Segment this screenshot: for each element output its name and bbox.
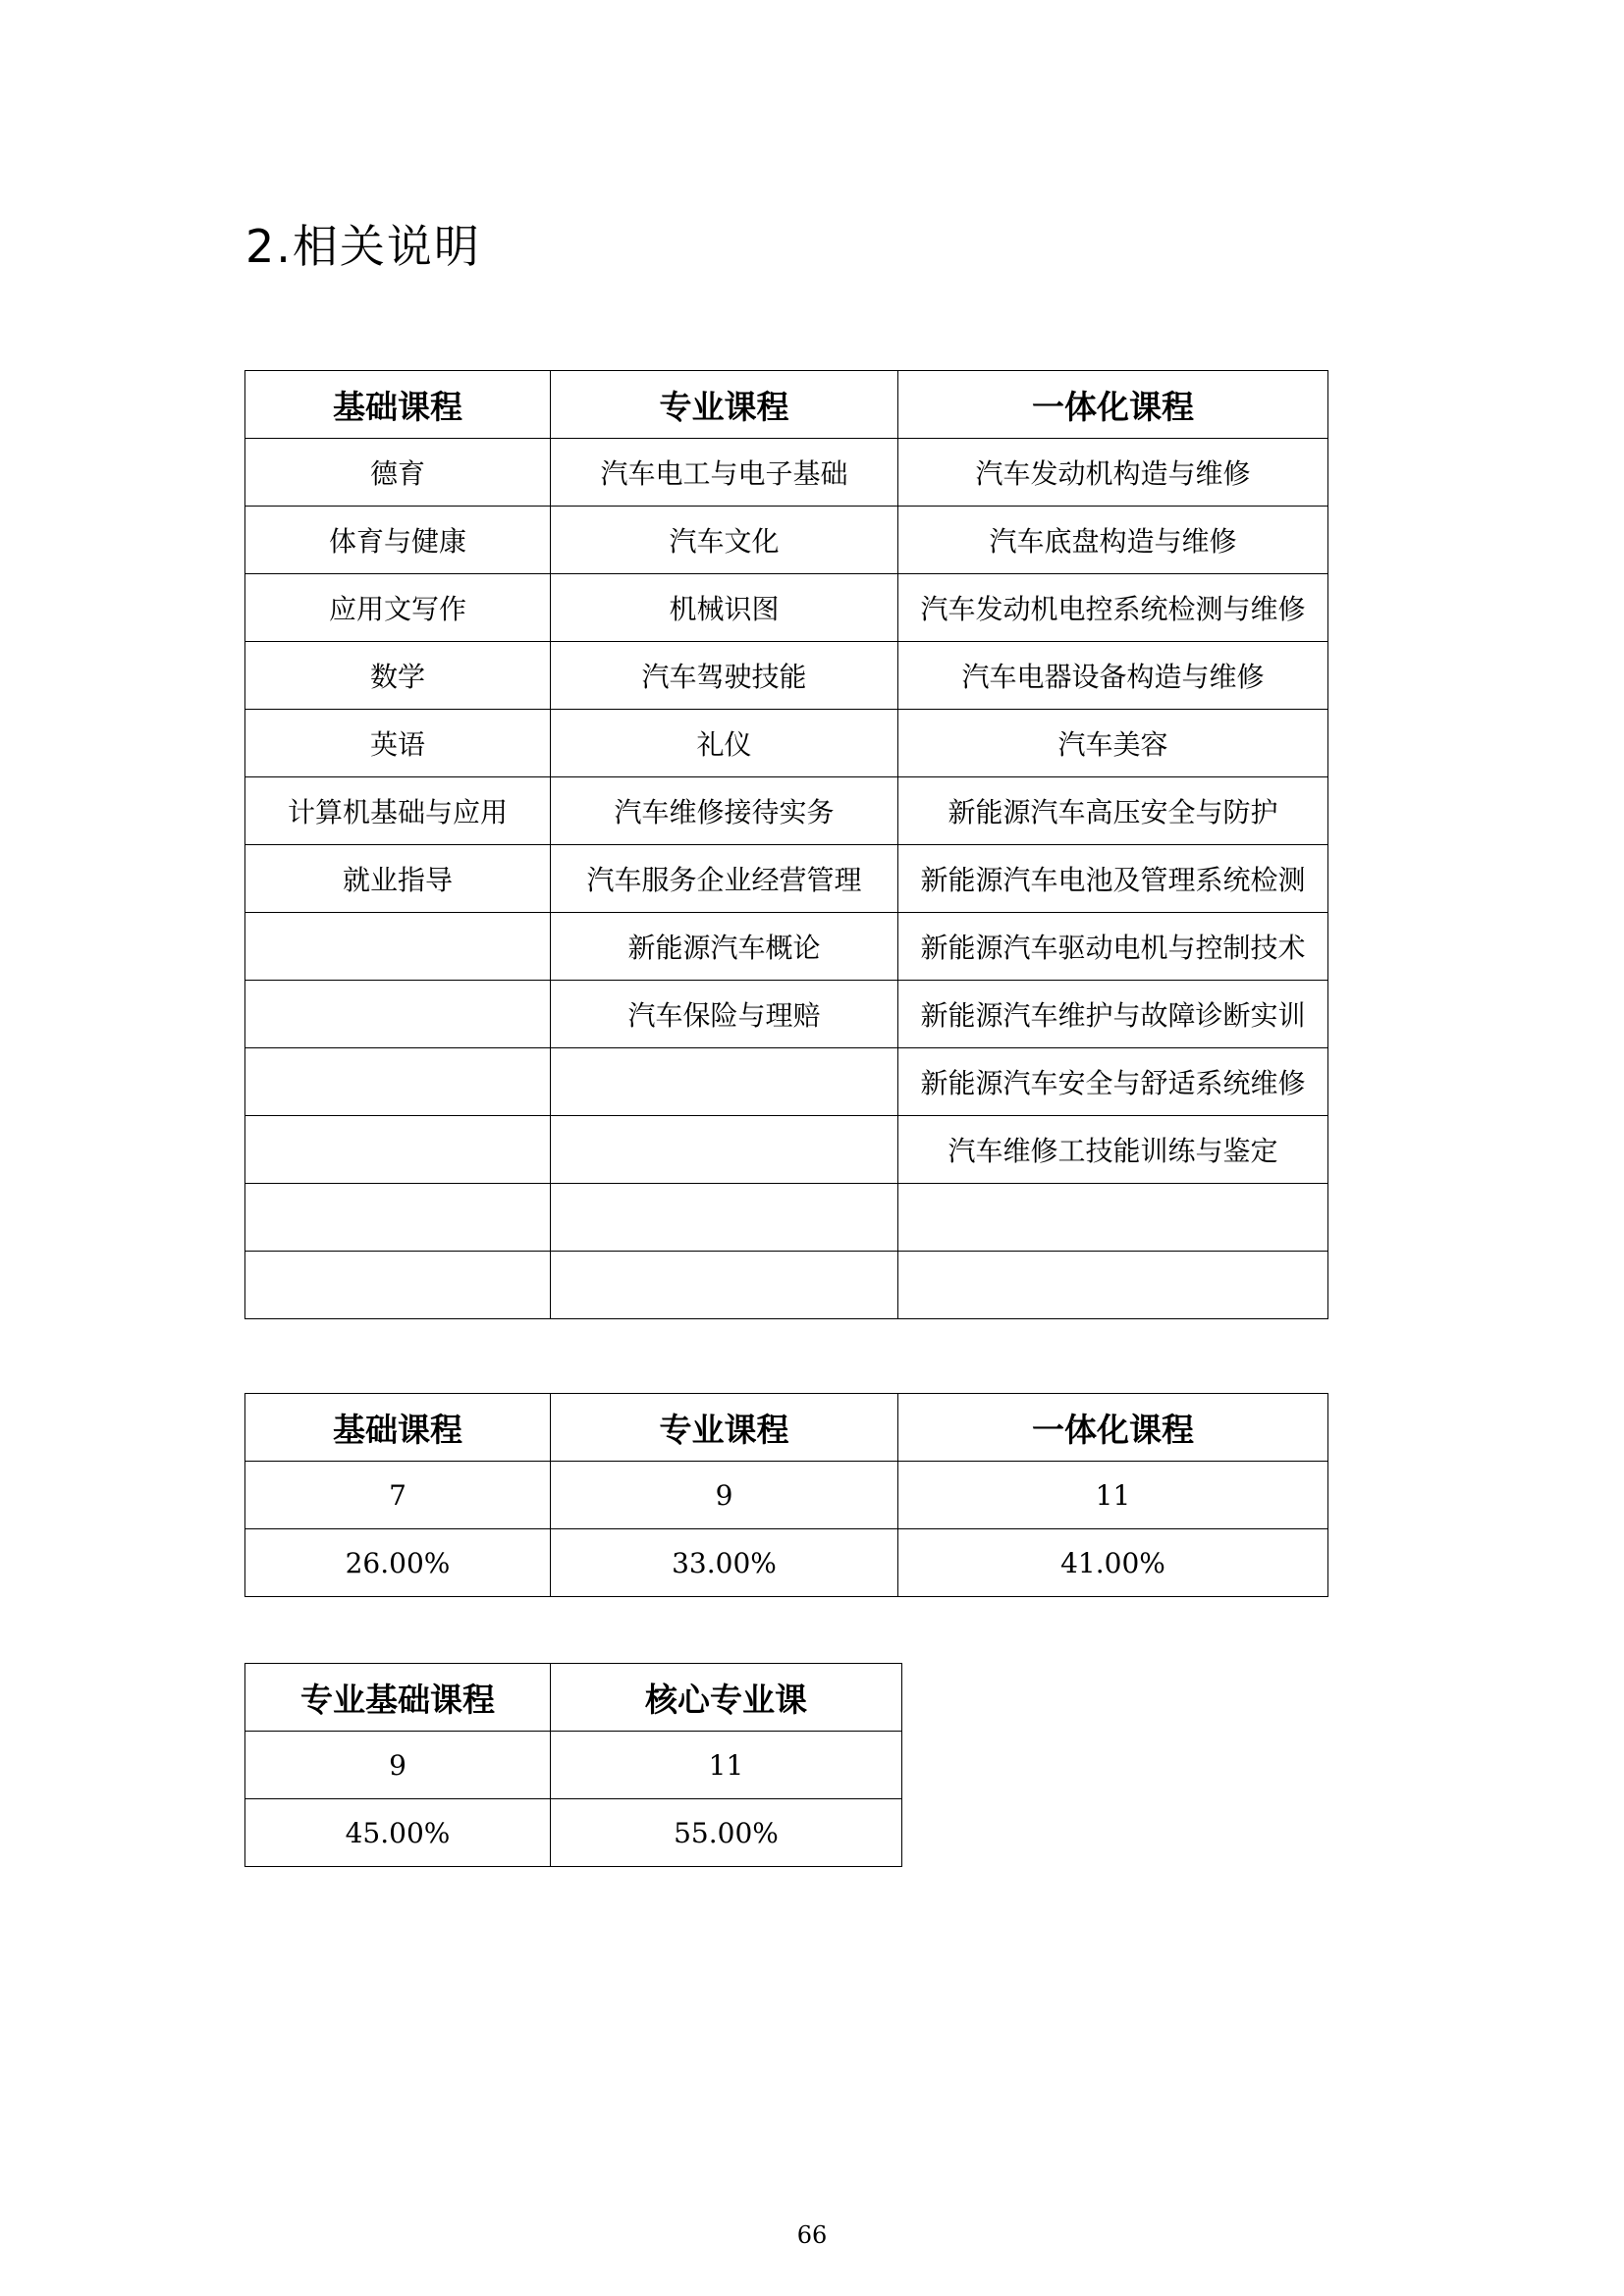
page-number: 66 bbox=[796, 2221, 828, 2249]
table-row bbox=[245, 913, 1328, 981]
column-header: 一体化课程 bbox=[898, 1394, 1328, 1462]
table-cell: 汽车发动机电控系统检测与维修 bbox=[898, 574, 1328, 642]
table-cell: 汽车电工与电子基础 bbox=[551, 439, 898, 507]
table-cell: 汽车电器设备构造与维修 bbox=[898, 642, 1328, 710]
table-cell bbox=[551, 1048, 898, 1116]
table-row bbox=[245, 777, 1328, 845]
table-row bbox=[245, 1184, 1328, 1252]
table-cell: 汽车底盘构造与维修 bbox=[898, 507, 1328, 574]
table-cell bbox=[245, 913, 551, 981]
table-cell: 41.00% bbox=[898, 1529, 1328, 1597]
table-cell: 汽车维修接待实务 bbox=[551, 777, 898, 845]
table-row bbox=[245, 507, 1328, 574]
table-cell: 汽车保险与理赔 bbox=[551, 981, 898, 1048]
table-cell: 7 bbox=[245, 1462, 551, 1529]
core-course-table bbox=[244, 1663, 902, 1867]
table-row bbox=[245, 845, 1328, 913]
table-cell: 33.00% bbox=[551, 1529, 898, 1597]
column-header: 专业课程 bbox=[551, 1394, 898, 1462]
table-cell bbox=[245, 1184, 551, 1252]
column-header: 一体化课程 bbox=[898, 371, 1328, 439]
table-header-row bbox=[245, 371, 1328, 439]
table-row bbox=[245, 981, 1328, 1048]
column-header: 核心专业课 bbox=[551, 1664, 902, 1732]
table-cell bbox=[551, 1252, 898, 1319]
table-cell: 应用文写作 bbox=[245, 574, 551, 642]
course-count-table bbox=[244, 1393, 1328, 1597]
table-cell: 机械识图 bbox=[551, 574, 898, 642]
table-cell: 45.00% bbox=[245, 1799, 551, 1867]
table-row bbox=[245, 1529, 1328, 1597]
column-header: 基础课程 bbox=[245, 371, 551, 439]
table-row bbox=[245, 1252, 1328, 1319]
table-cell: 55.00% bbox=[551, 1799, 902, 1867]
table-cell: 11 bbox=[551, 1732, 902, 1799]
table-cell: 9 bbox=[245, 1732, 551, 1799]
column-header: 专业课程 bbox=[551, 371, 898, 439]
table-cell: 礼仪 bbox=[551, 710, 898, 777]
table-cell bbox=[898, 1252, 1328, 1319]
table-row bbox=[245, 642, 1328, 710]
table-cell: 9 bbox=[551, 1462, 898, 1529]
table-cell: 新能源汽车高压安全与防护 bbox=[898, 777, 1328, 845]
table-cell: 就业指导 bbox=[245, 845, 551, 913]
table-cell bbox=[245, 1116, 551, 1184]
table-cell: 英语 bbox=[245, 710, 551, 777]
section-title: 2.相关说明 bbox=[245, 220, 481, 273]
table-cell: 新能源汽车维护与故障诊断实训 bbox=[898, 981, 1328, 1048]
table-cell bbox=[551, 1116, 898, 1184]
table-cell: 26.00% bbox=[245, 1529, 551, 1597]
column-header: 专业基础课程 bbox=[245, 1664, 551, 1732]
table-cell: 汽车美容 bbox=[898, 710, 1328, 777]
table-cell bbox=[551, 1184, 898, 1252]
table-cell: 汽车服务企业经营管理 bbox=[551, 845, 898, 913]
table-row bbox=[245, 1048, 1328, 1116]
table-cell: 汽车发动机构造与维修 bbox=[898, 439, 1328, 507]
table-cell bbox=[898, 1184, 1328, 1252]
table-cell bbox=[245, 1048, 551, 1116]
column-header: 基础课程 bbox=[245, 1394, 551, 1462]
table-row bbox=[245, 439, 1328, 507]
table-row bbox=[245, 574, 1328, 642]
table-row bbox=[245, 710, 1328, 777]
table-cell: 汽车文化 bbox=[551, 507, 898, 574]
table-cell: 11 bbox=[898, 1462, 1328, 1529]
table-row bbox=[245, 1462, 1328, 1529]
table-row bbox=[245, 1116, 1328, 1184]
table-cell: 汽车驾驶技能 bbox=[551, 642, 898, 710]
table-cell: 德育 bbox=[245, 439, 551, 507]
table-cell: 汽车维修工技能训练与鉴定 bbox=[898, 1116, 1328, 1184]
table-cell bbox=[245, 981, 551, 1048]
table-cell: 计算机基础与应用 bbox=[245, 777, 551, 845]
course-category-table bbox=[244, 370, 1328, 1319]
table-row bbox=[245, 1732, 902, 1799]
table-cell: 数学 bbox=[245, 642, 551, 710]
table-cell: 体育与健康 bbox=[245, 507, 551, 574]
table-cell bbox=[245, 1252, 551, 1319]
table-header-row bbox=[245, 1394, 1328, 1462]
table-row bbox=[245, 1799, 902, 1867]
table-cell: 新能源汽车电池及管理系统检测 bbox=[898, 845, 1328, 913]
table-cell: 新能源汽车安全与舒适系统维修 bbox=[898, 1048, 1328, 1116]
table-cell: 新能源汽车概论 bbox=[551, 913, 898, 981]
table-header-row bbox=[245, 1664, 902, 1732]
table-cell: 新能源汽车驱动电机与控制技术 bbox=[898, 913, 1328, 981]
